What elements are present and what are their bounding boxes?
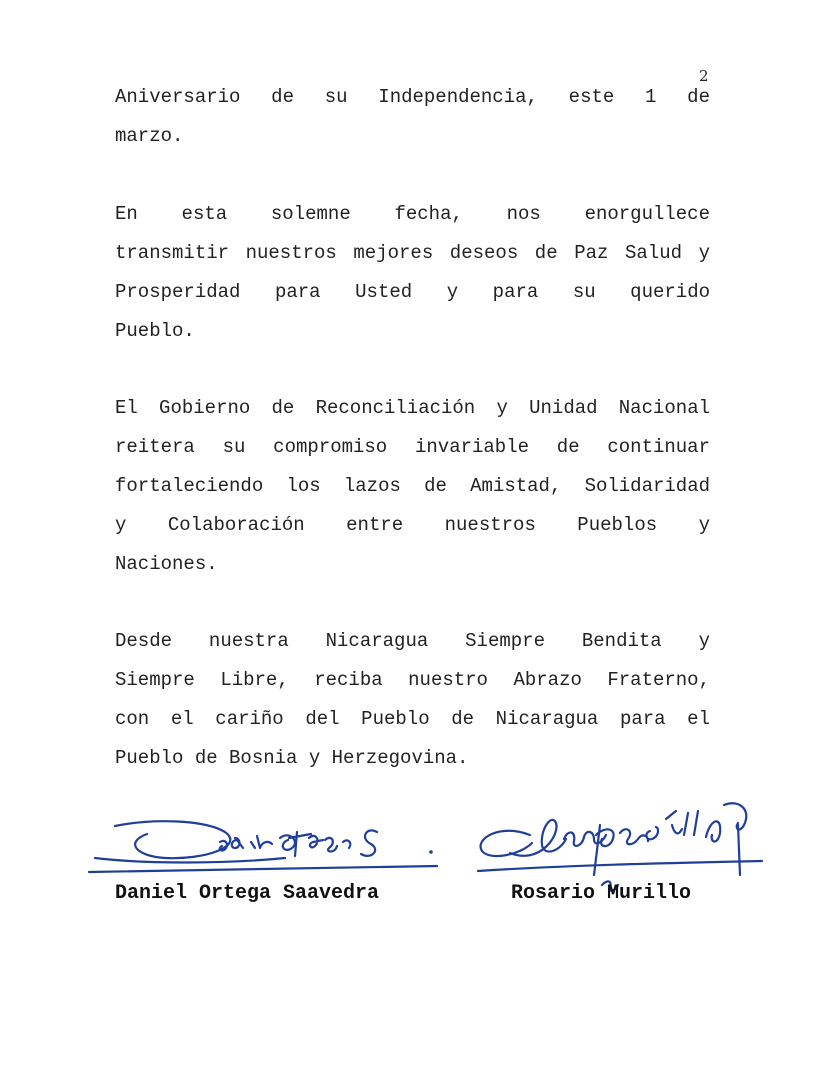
paragraph-3 [115, 389, 710, 584]
signatory-name-right: Rosario Murillo [511, 882, 692, 905]
signature-right [470, 795, 770, 895]
paragraph-line: fortaleciendo los lazos de Amistad, Solidaridad [115, 475, 710, 497]
paragraph-line: Naciones. [115, 553, 218, 575]
signature-left [85, 808, 445, 883]
paragraph-2 [115, 195, 710, 351]
paragraph-line: Pueblo. [115, 320, 195, 342]
paragraph-line: transmitir nuestros mejores deseos de Paz Salud y [115, 242, 710, 264]
paragraph-line: con el cariño del Pueblo de Nicaragua para el [115, 708, 710, 730]
page-number: 2 [699, 67, 709, 85]
paragraph-4 [115, 622, 710, 778]
signatory-name-left: Daniel Ortega Saavedra [115, 882, 380, 905]
paragraph-line: reitera su compromiso invariable de continuar [115, 436, 710, 458]
paragraph-line: El Gobierno de Reconciliación y Unidad Nacional [115, 397, 710, 419]
paragraph-line: En esta solemne fecha, nos enorgullece [115, 203, 710, 225]
paragraph-line: y Colaboración entre nuestros Pueblos y [115, 514, 710, 536]
paragraph-line: Pueblo de Bosnia y Herzegovina. [115, 747, 469, 769]
paragraph-line: Aniversario de su Independencia, este 1 de [115, 86, 710, 108]
paragraph-line: Desde nuestra Nicaragua Siempre Bendita y [115, 630, 710, 652]
paragraph-1 [115, 78, 710, 156]
paragraph-line: Prosperidad para Usted y para su querido [115, 281, 710, 303]
paragraph-line: marzo. [115, 125, 184, 147]
paragraph-line: Siempre Libre, reciba nuestro Abrazo Fraterno, [115, 669, 710, 691]
